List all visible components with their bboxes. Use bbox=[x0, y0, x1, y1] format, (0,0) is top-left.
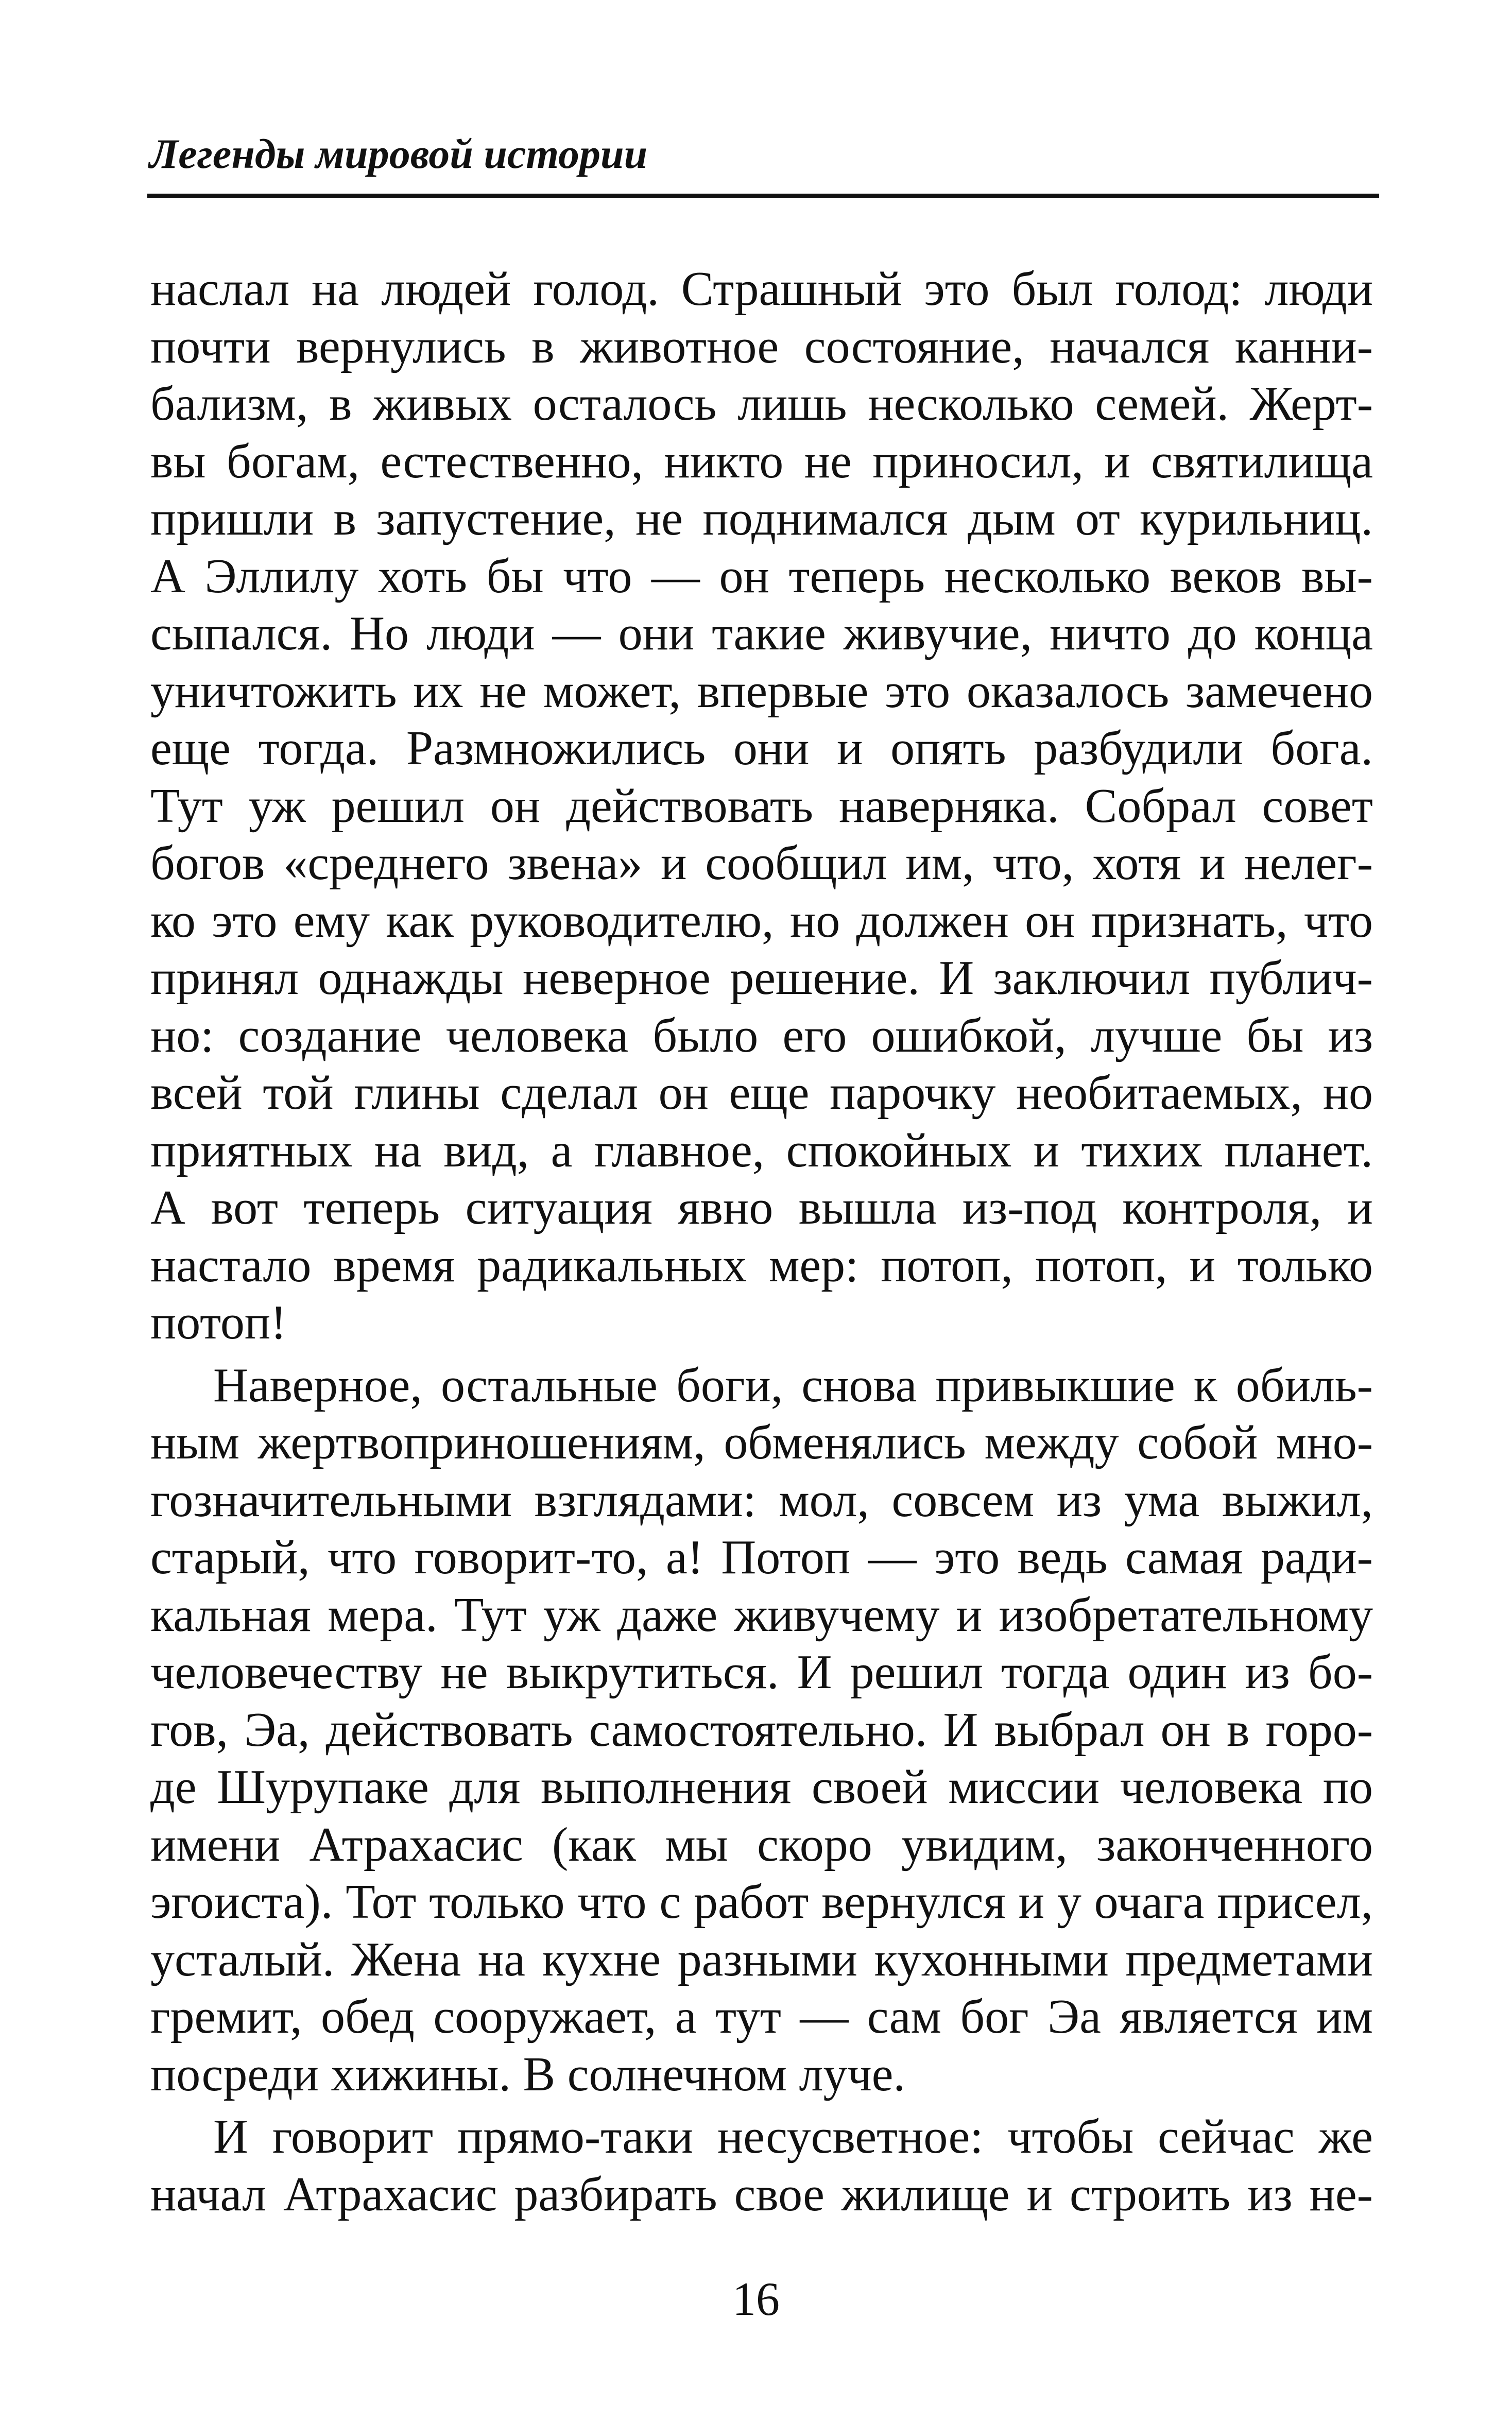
text-line: Тут уж решил он действовать наверняка. Собрал совет bbox=[150, 779, 1373, 833]
text-line: гов, Эа, действовать самостоятельно. И выбрал он в горо- bbox=[150, 1703, 1373, 1757]
text-line: старый, что говорит-то, а! Потоп — это ведь самая ради- bbox=[150, 1531, 1373, 1584]
text-line: вы богам, естественно, никто не приносил, и святилища bbox=[150, 434, 1373, 488]
text-line: посреди хижины. В солнечном луче. bbox=[150, 2047, 905, 2101]
text-line: наслал на людей голод. Страшный это был голод: люди bbox=[150, 262, 1373, 316]
paragraph bbox=[150, 2108, 1373, 2223]
text-line: кальная мера. Тут уж даже живучему и изобретательному bbox=[150, 1588, 1373, 1642]
body-text bbox=[150, 261, 1373, 2223]
text-line: И говорит прямо-таки несусветное: чтобы сейчас же bbox=[213, 2110, 1373, 2163]
text-line: всей той глины сделал он еще парочку необитаемых, но bbox=[150, 1066, 1373, 1120]
text-line: потоп! bbox=[150, 1296, 287, 1349]
text-line: имени Атрахасис (как мы скоро увидим, законченного bbox=[150, 1817, 1373, 1871]
page-number: 16 bbox=[732, 2273, 780, 2325]
text-line: еще тогда. Размножились они и опять разбудили бога. bbox=[150, 722, 1373, 775]
text-line: человечеству не выкрутиться. И решил тогда один из бо- bbox=[150, 1645, 1373, 1699]
text-line: приятных на вид, а главное, спокойных и тихих планет. bbox=[150, 1123, 1373, 1177]
text-line: почти вернулись в животное состояние, начался канни- bbox=[150, 319, 1373, 373]
text-line: принял однажды неверное решение. И заключил публич- bbox=[150, 951, 1373, 1005]
text-line: ным жертвоприношениям, обменялись между собой мно- bbox=[150, 1416, 1373, 1469]
paragraph bbox=[150, 261, 1373, 1352]
text-line: сыпался. Но люди — они такие живучие, ничто до конца bbox=[150, 607, 1373, 660]
text-line: А вот теперь ситуация явно вышла из-под контроля, и bbox=[150, 1181, 1373, 1234]
text-line: уничтожить их не может, впервые это оказалось замечено bbox=[150, 664, 1373, 718]
text-line: Наверное, остальные боги, снова привыкшие к обиль- bbox=[213, 1358, 1373, 1412]
text-line: гремит, обед сооружает, а тут — сам бог Эа является им bbox=[150, 1990, 1373, 2043]
text-line: богов «среднего звена» и сообщил им, что, хотя и нелег- bbox=[150, 836, 1373, 890]
text-line: эгоиста). Тот только что с работ вернулся и у очага присел, bbox=[150, 1875, 1373, 1929]
text-line: А Эллилу хоть бы что — он теперь несколько веков вы- bbox=[150, 549, 1373, 603]
paragraph bbox=[150, 1357, 1373, 2104]
text-line: настало время радикальных мер: потоп, потоп, и только bbox=[150, 1238, 1373, 1292]
running-head: Легенды мировой истории bbox=[149, 130, 648, 177]
text-line: но: создание человека было его ошибкой, лучше бы из bbox=[150, 1008, 1373, 1062]
text-line: де Шурупаке для выполнения своей миссии человека по bbox=[150, 1760, 1373, 1814]
text-line: бализм, в живых осталось лишь несколько семей. Жерт- bbox=[150, 377, 1373, 431]
text-line: усталый. Жена на кухне разными кухонными предметами bbox=[150, 1932, 1373, 1986]
text-line: ко это ему как руководителю, но должен он признать, что bbox=[150, 894, 1373, 948]
text-line: пришли в запустение, не поднимался дым от курильниц. bbox=[150, 492, 1373, 545]
header-rule bbox=[147, 194, 1379, 198]
text-line: гозначительными взглядами: мол, совсем из ума выжил, bbox=[150, 1473, 1373, 1527]
text-line: начал Атрахасис разбирать свое жилище и строить из не- bbox=[150, 2167, 1373, 2221]
